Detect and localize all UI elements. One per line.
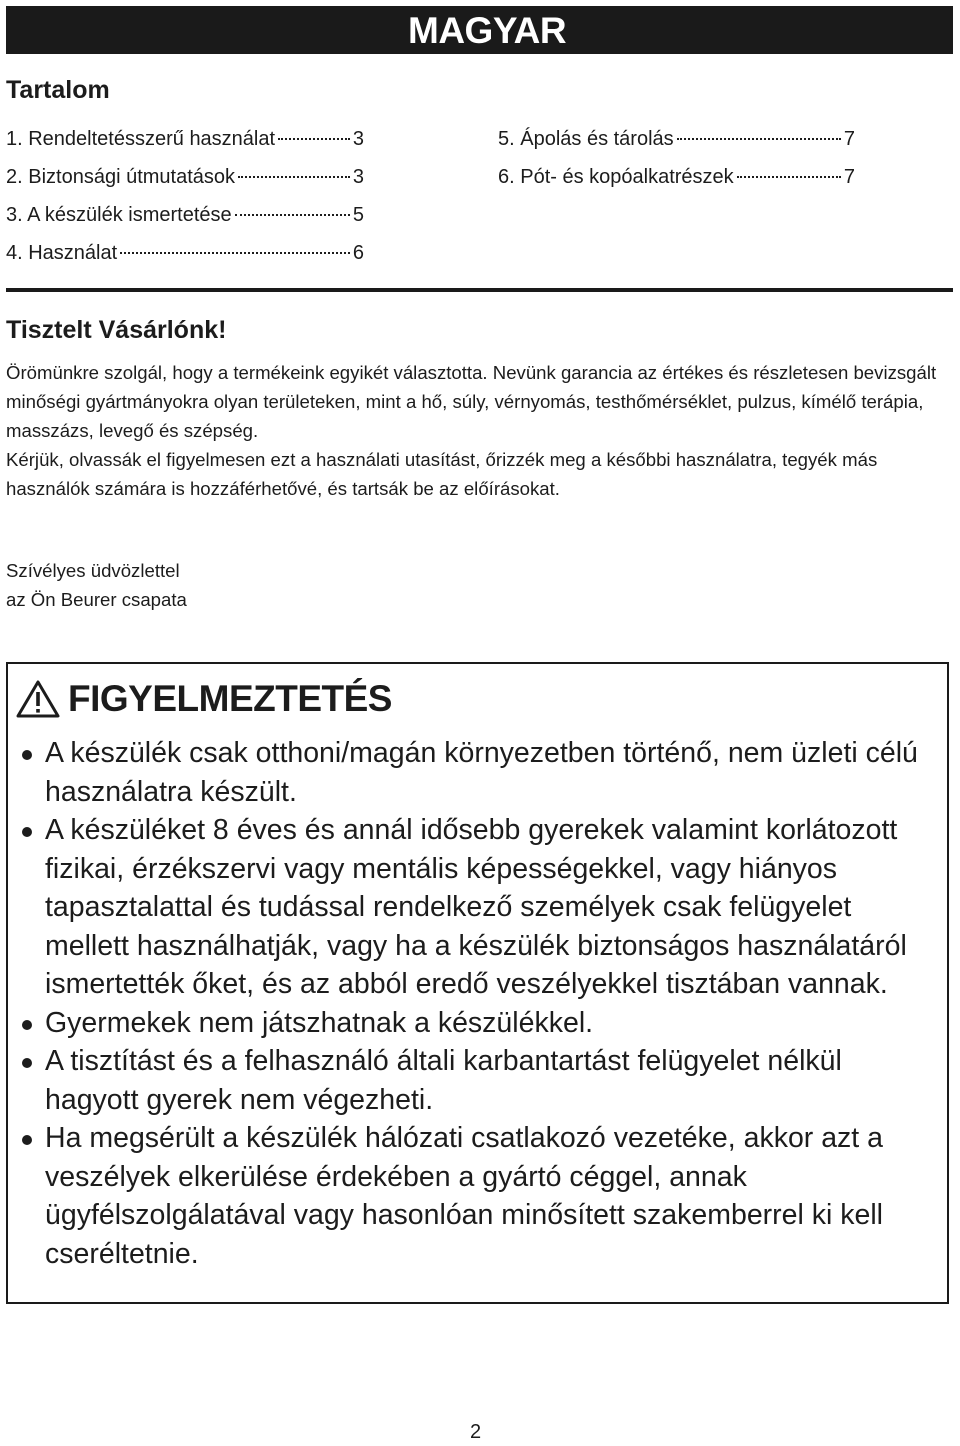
page-number: 2: [470, 1421, 482, 1443]
toc-item[interactable]: [6, 196, 364, 234]
intro-text: [6, 358, 954, 503]
toc-item-page: 7: [843, 166, 855, 188]
toc-item-label: 2. Biztonsági útmutatások: [6, 166, 236, 188]
bullet-icon: [22, 1058, 32, 1068]
toc-leader-dots: [238, 176, 350, 178]
greeting-heading: Tisztelt Vásárlónk!: [6, 316, 227, 344]
toc-item-page: 3: [352, 166, 364, 188]
toc-leader-dots: [235, 214, 350, 216]
intro-paragraph: használók számára is hozzáférhetővé, és tartsák be az előírásokat.: [6, 478, 560, 499]
toc-item-page: 5: [352, 204, 364, 226]
warning-item: [22, 811, 927, 1004]
warning-item: [22, 1042, 927, 1119]
warning-item-text: A tisztítást és a felhasználó általi karbantartást felügyelet nélkül hagyott gyerek nem végezheti.: [45, 1045, 842, 1116]
warning-triangle-icon: [16, 679, 60, 719]
warning-item: [22, 734, 927, 811]
toc-leader-dots: [278, 138, 350, 140]
warning-list: [22, 734, 927, 1273]
toc-item-label: 4. Használat: [6, 242, 118, 264]
toc-item-page: 6: [352, 242, 364, 264]
toc-item-label: 3. A készülék ismertetése: [6, 204, 232, 226]
signoff: [6, 556, 187, 614]
toc-item-page: 3: [352, 128, 364, 150]
warning-title: FIGYELMEZTETÉS: [68, 678, 392, 719]
signoff-line: az Ön Beurer csapata: [6, 589, 187, 610]
warning-item-text: Gyermekek nem játszhatnak a készülékkel.: [45, 1006, 594, 1039]
language-header-bar: [6, 6, 953, 54]
signoff-line: Szívélyes üdvözlettel: [6, 560, 180, 581]
toc-column-right: [498, 120, 855, 196]
toc-column-left: [6, 120, 364, 272]
toc-item[interactable]: [498, 120, 855, 158]
toc-item[interactable]: [6, 120, 364, 158]
warning-header: [16, 676, 392, 722]
bullet-icon: [22, 1135, 32, 1145]
warning-item-text: A készüléket 8 éves és annál idősebb gyerekek valamint korlátozott fizikai, érzékszervi vagy mentális képességekkel, vagy hiányos tapasztalattal és tudással rendelkező személyek csak felügyelet mellett használhatják, vagy ha a készülék biztonságos használatáról ismertették őket, és az abból eredő veszélyekkel tisztában vannak.: [45, 814, 907, 1000]
toc-item[interactable]: [498, 158, 855, 196]
toc-item-label: 1. Rendeltetésszerű használat: [6, 128, 276, 150]
toc-item[interactable]: [6, 234, 364, 272]
toc-leader-dots: [737, 176, 841, 178]
toc-leader-dots: [677, 138, 841, 140]
bullet-icon: [22, 750, 32, 760]
intro-paragraph: Kérjük, olvassák el figyelmesen ezt a használati utasítást, őrizzék meg a későbbi használatra, tegyék más: [6, 449, 878, 470]
bullet-icon: [22, 1020, 32, 1030]
language-label: MAGYAR: [408, 10, 567, 51]
toc-leader-dots: [120, 252, 350, 254]
toc-item-page: 7: [843, 128, 855, 150]
warning-item-text: A készülék csak otthoni/magán környezetben történő, nem üzleti célú használatra készült.: [45, 737, 918, 808]
warning-item-text: Ha megsérült a készülék hálózati csatlakozó vezetéke, akkor azt a veszélyek elkerülése érdekében a gyártó céggel, annak ügyfélszolgálatával vagy hasonlóan minősített szakemberrel ki kell cseréltetnie.: [45, 1122, 884, 1270]
toc-title: Tartalom: [6, 76, 110, 104]
toc-item-label: 5. Ápolás és tárolás: [498, 128, 674, 150]
toc-item-label: 6. Pót- és kopóalkatrészek: [498, 166, 734, 188]
toc-item[interactable]: [6, 158, 364, 196]
bullet-icon: [22, 827, 32, 837]
warning-box: [6, 662, 949, 1304]
warning-item: [22, 1004, 927, 1043]
intro-paragraph: Örömünkre szolgál, hogy a termékeink egyikét választotta. Nevünk garancia az értékes és részletesen bevizsgált minőségi gyártmányokra olyan területeken, mint a hő, súly, vérnyomás, testhőmérséklet, pulzus, kímélő terápia, masszázs, levegő és szépség.: [6, 362, 937, 441]
warning-item: [22, 1119, 927, 1273]
section-divider: [6, 288, 953, 292]
